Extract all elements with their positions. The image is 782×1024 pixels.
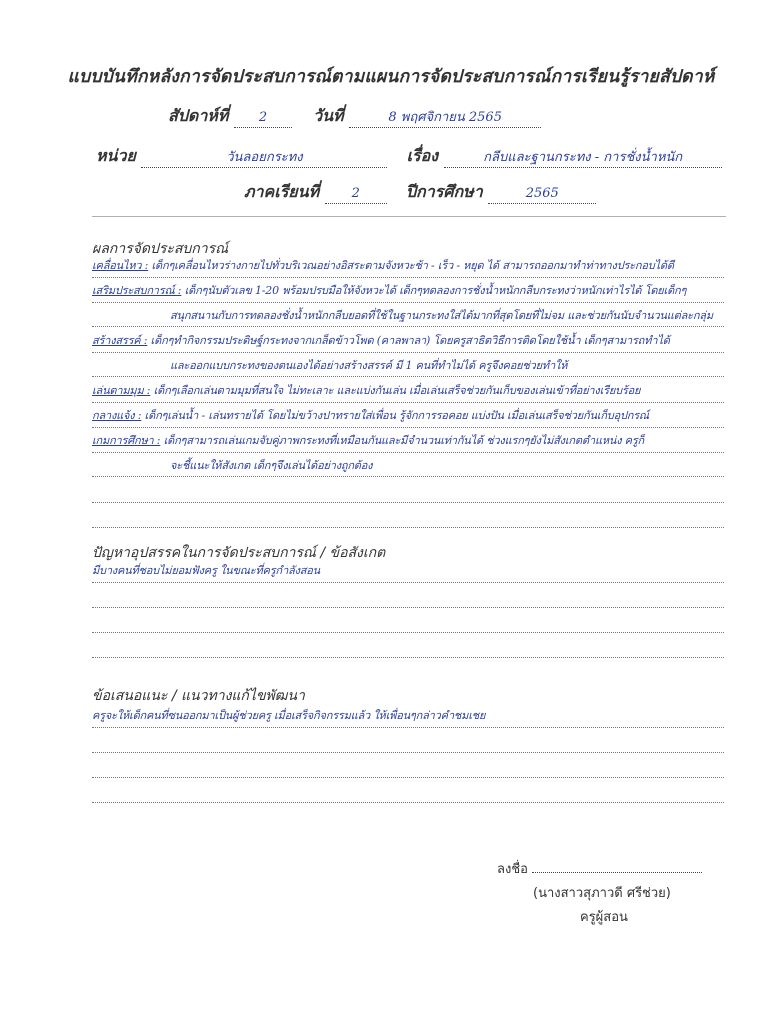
teacher-role: ครูผู้สอน [580, 910, 628, 925]
category-label: เล่นตามมุม : [92, 384, 151, 397]
results-line [92, 455, 724, 477]
suggestions-line [92, 705, 724, 728]
week-label: สัปดาห์ที่ [168, 106, 229, 125]
results-title: ผลการจัดประสบการณ์ [92, 241, 229, 257]
suggestions-line [92, 755, 724, 778]
results-line [92, 430, 724, 453]
signature-field[interactable] [532, 860, 702, 873]
term-year-row [244, 180, 596, 205]
results-line [92, 305, 724, 327]
teacher-name: (นางสาวสุภาวดี ศรีช่วย) [533, 886, 671, 901]
header-divider [92, 216, 726, 217]
line-text: เด็กๆเคลื่อนไหวร่างกายไปทั่วบริเวณอย่างอิสระตามจังหวะช้า - เร็ว - หยุด ได้ สามารถออกมาทำท่าทางประกอบได้ดี [148, 259, 674, 272]
year-field[interactable]: 2565 [488, 185, 596, 204]
category-label: สร้างสรรค์ : [92, 334, 148, 347]
suggestions-title: ข้อเสนอแนะ / แนวทางแก้ไขพัฒนา [92, 688, 305, 704]
results-line [92, 505, 724, 528]
week-field[interactable]: 2 [234, 109, 292, 128]
results-line [92, 255, 724, 278]
day-label: วันที่ [313, 106, 344, 125]
results-line [92, 280, 724, 303]
results-line [92, 355, 724, 377]
line-text: เด็กๆสามารถเล่นเกมจับคู่ภาพกระทงที่เหมือนกันและมีจำนวนเท่ากันได้ ช่วงแรกๆยังไม่สังเกตตำแหน่ง ครูก็ [160, 434, 644, 447]
category-label: เคลื่อนไหว : [92, 259, 149, 272]
day-field[interactable]: 8 พฤศจิกายน 2565 [349, 109, 541, 128]
line-text: และออกแบบกระทงของตนเองได้อย่างสร้างสรรค์ มี 1 คนที่ทำไม่ได้ ครูจึงคอยช่วยทำให้ [170, 359, 568, 372]
line-text: ครูจะให้เด็กคนที่ซนออกมาเป็นผู้ช่วยครู เมื่อเสร็จกิจกรรมแล้ว ให้เพื่อนๆกล่าวคำชมเชย [92, 709, 486, 722]
problems-line [92, 610, 724, 633]
problems-line [92, 585, 724, 608]
unit-field[interactable]: วันลอยกระทง [141, 149, 387, 168]
year-label: ปีการศึกษา [405, 182, 483, 201]
unit-topic-row [96, 144, 722, 169]
line-text: จะชี้แนะให้สังเกต เด็กๆจึงเล่นได้อย่างถูกต้อง [170, 459, 373, 472]
problems-line [92, 560, 724, 583]
results-line [92, 405, 724, 428]
line-text: สนุกสนานกับการทดลองชั่งน้ำหนักกลีบยอดที่ใช้ในฐานกระทงใส่ได้มากที่สุดโดยที่ไม่จม และช่วยกันนับจำนวนแต่ละกลุ่ม [170, 309, 713, 322]
term-label: ภาคเรียนที่ [244, 182, 320, 201]
line-text: เด็กๆเล่นน้ำ - เล่นทรายได้ โดยไม่ขว้างปาทรายใส่เพื่อน รู้จักการรอคอย แบ่งปัน เมื่อเล่นเสร็จช่วยกันเก็บอุปกรณ์ [141, 409, 649, 422]
category-label: เกมการศึกษา : [92, 434, 161, 447]
week-date-row [168, 104, 541, 129]
problems-title: ปัญหาอุปสรรคในการจัดประสบการณ์ / ข้อสังเกต [92, 545, 386, 561]
signature-label: ลงชื่อ [497, 862, 528, 877]
topic-label: เรื่อง [406, 146, 439, 165]
results-line [92, 330, 724, 353]
line-text: มีบางคนที่ชอบไม่ยอมฟังครู ในขณะที่ครูกำลังสอน [92, 564, 321, 577]
topic-field[interactable]: กลีบและฐานกระทง - การชั่งน้ำหนัก [444, 149, 722, 168]
category-label: กลางแจ้ง : [92, 409, 142, 422]
form-title: แบบบันทึกหลังการจัดประสบการณ์ตามแผนการจัดประสบการณ์การเรียนรู้รายสัปดาห์ [67, 67, 715, 87]
problems-line [92, 635, 724, 658]
signature-line [497, 858, 702, 879]
term-field[interactable]: 2 [325, 185, 387, 204]
line-text: เด็กๆทำกิจกรรมประดิษฐ์กระทงจากเกล็ดข้าวโพด (คาลพาลา) โดยครูสาธิตวิธีการติดโดยใช้น้ำ เด็กๆสามารถทำได้ [147, 334, 670, 347]
results-line [92, 380, 724, 403]
line-text: เด็กๆนับตัวเลข 1-20 พร้อมปรบมือให้จังหวะได้ เด็กๆทดลองการชั่งน้ำหนักกลีบกระทงว่าหนักเท่าไรได้ โดยเด็กๆ [181, 284, 687, 297]
suggestions-line [92, 780, 724, 803]
line-text: เด็กๆเลือกเล่นตามมุมที่สนใจ ไม่ทะเลาะ และแบ่งกันเล่น เมื่อเล่นเสร็จช่วยกันเก็บของเล่นเข้าที่อย่างเรียบร้อย [150, 384, 641, 397]
category-label: เสริมประสบการณ์ : [92, 284, 182, 297]
results-line [92, 480, 724, 503]
unit-label: หน่วย [96, 146, 136, 165]
suggestions-line [92, 730, 724, 753]
